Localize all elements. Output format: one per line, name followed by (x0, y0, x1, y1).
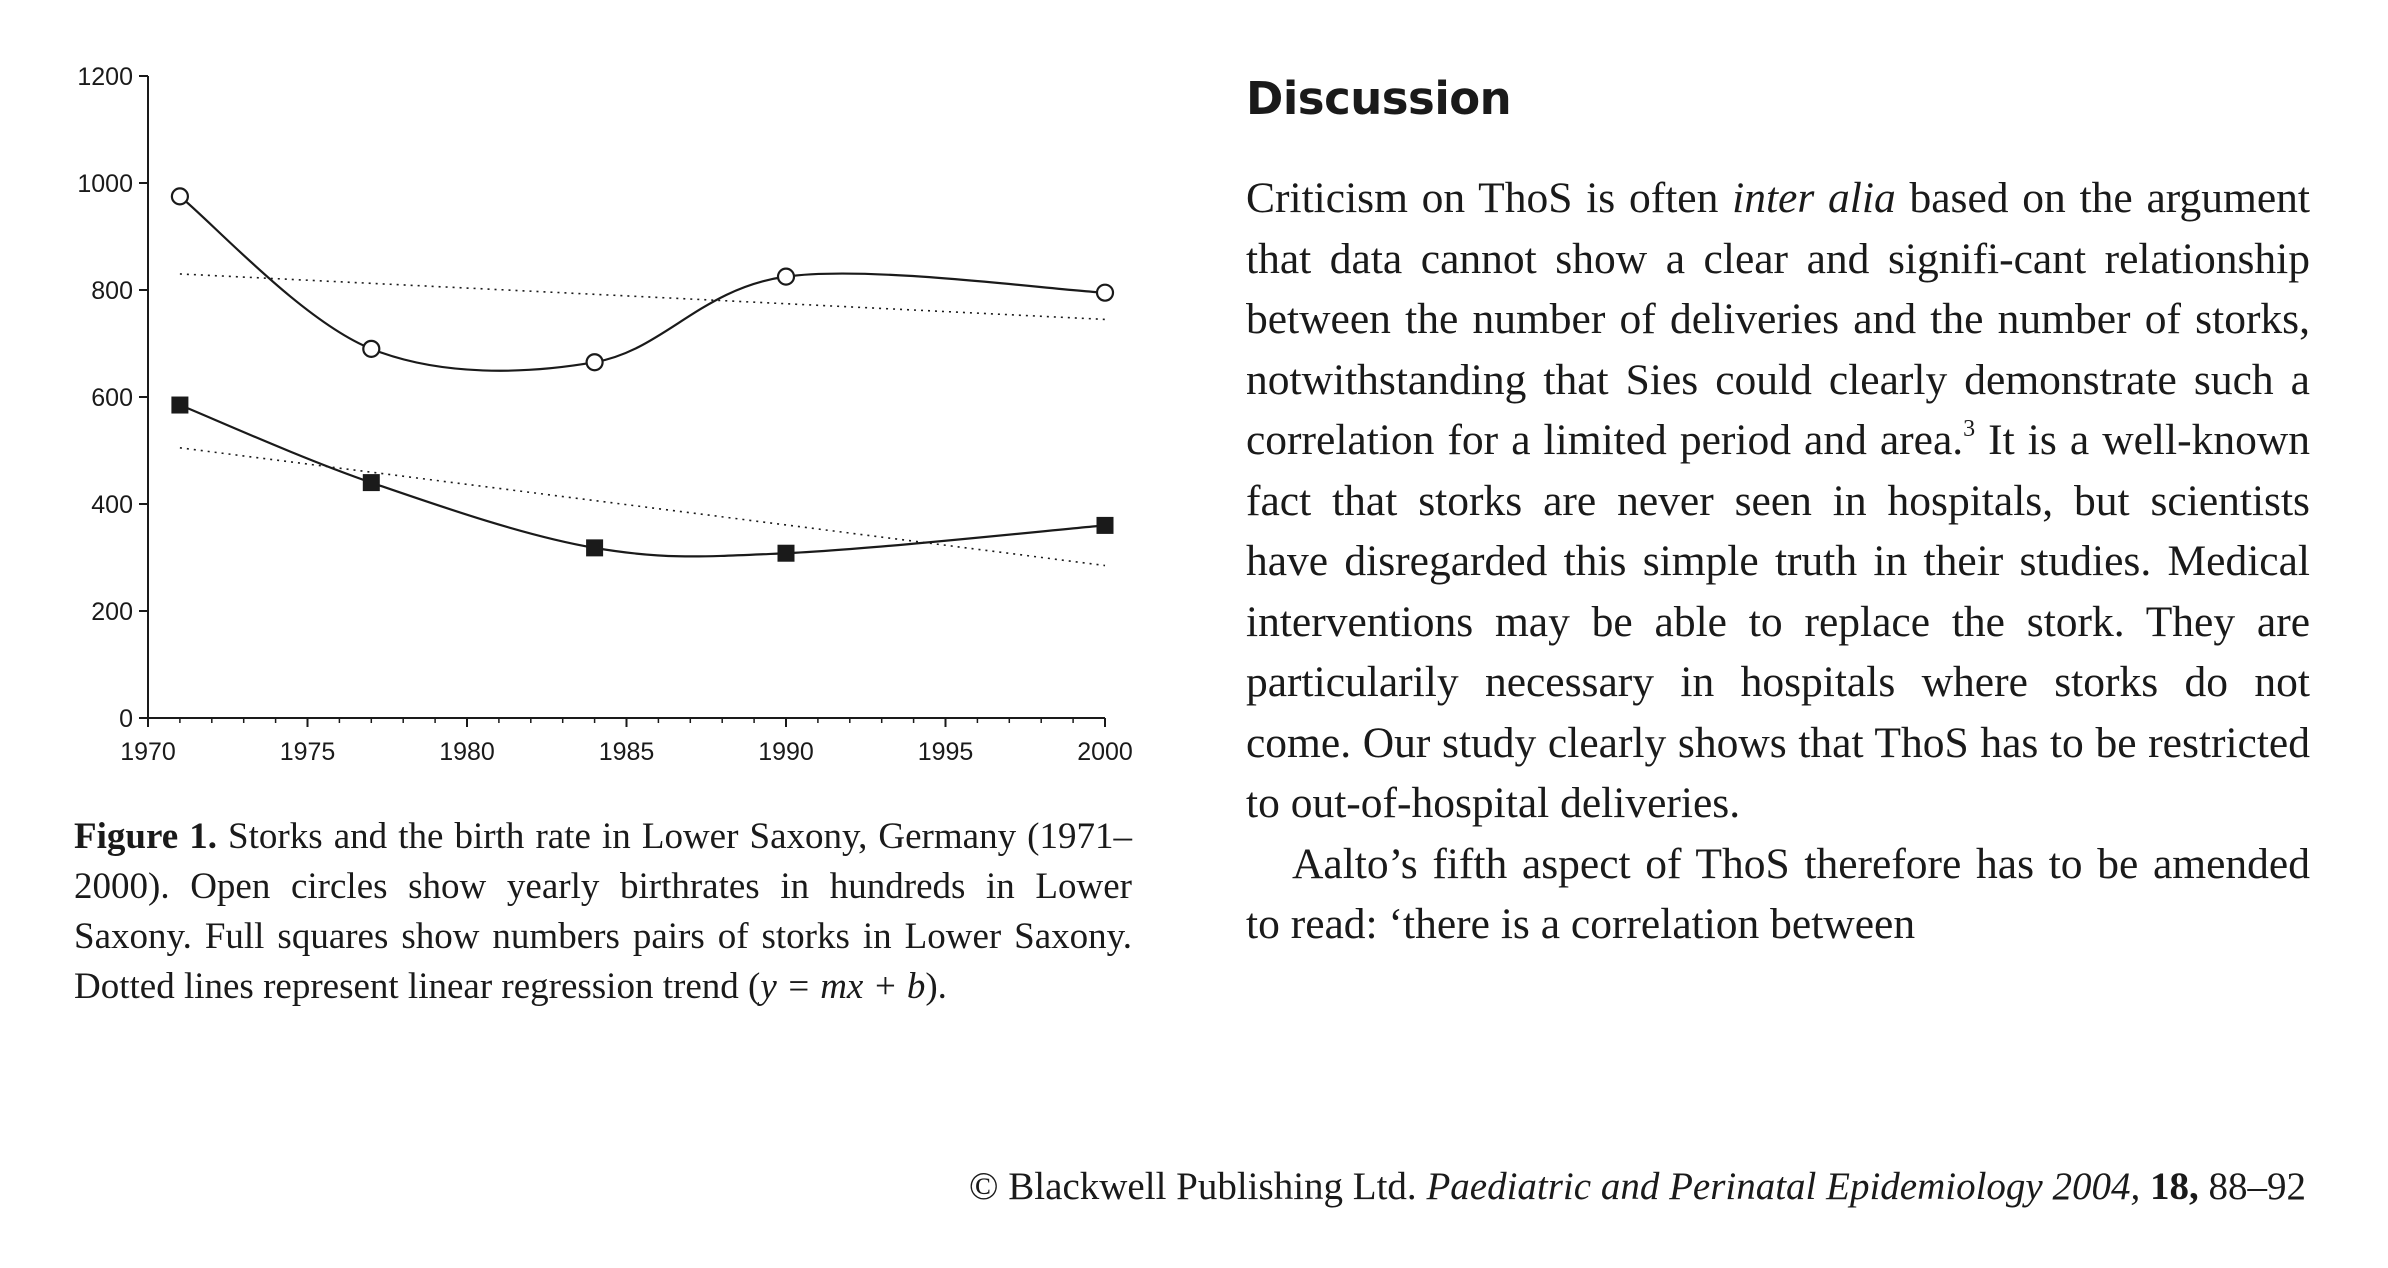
caption-label: Figure 1. (74, 816, 217, 857)
paragraph-1 (1246, 168, 2310, 834)
series-markers (171, 188, 1113, 561)
y-tick-label: 800 (91, 277, 133, 305)
x-tick-label: 1980 (439, 738, 495, 766)
y-tick-label: 200 (91, 598, 133, 626)
p1-italic: inter alia (1732, 174, 1896, 222)
x-tick-label: 1995 (917, 738, 974, 766)
y-tick-label: 0 (119, 705, 133, 733)
figure-chart (60, 40, 1160, 780)
y-tick-label: 400 (91, 491, 133, 519)
y-tick-label: 1000 (77, 170, 133, 198)
p1-text-b: based on the argument that data cannot show a clear and signifi-cant relationship between the number of deliveries and the number of storks, notwithstanding that Sies could clearly demonstrate such a correlation for a limited period and area. (1246, 174, 2310, 464)
citation-superscript: 3 (1963, 416, 1976, 442)
filled-square-point (586, 539, 603, 556)
x-tick-label: 1990 (758, 738, 814, 766)
open-circle-point (1097, 285, 1113, 301)
page-footer (969, 1164, 2306, 1209)
section-heading: Discussion (1246, 72, 1512, 125)
chart-axes (148, 76, 1105, 718)
open-circle-point (587, 354, 603, 370)
trend-line-1 (180, 448, 1105, 566)
open-circle-point (363, 341, 379, 357)
series-curves (180, 196, 1105, 556)
footer-volume: 18, (2140, 1165, 2199, 1208)
series-line-0 (180, 196, 1105, 370)
footer-publisher: © Blackwell Publishing Ltd. (968, 1165, 1427, 1208)
p1-text-a: Criticism on ThoS is often (1246, 174, 1733, 222)
x-tick-label: 1985 (598, 738, 655, 766)
caption-formula: y = mx + b (760, 966, 926, 1007)
caption-text: Storks and the birth rate in Lower Saxony, Germany (1971–2000). Open circles show yearly birthrates in hundreds in Lower Saxony. Full squares show numbers pairs of storks in Lower Saxony. Dotted lines represent linear regression trend ( (74, 816, 1132, 1007)
filled-square-point (363, 474, 380, 491)
footer-pages: 88–92 (2198, 1165, 2306, 1208)
p1-text-c: It is a well-known fact that storks are never seen in hospitals, but scientists have disregarded this simple truth in their studies. Medical interventions may be able to replace the stork. They are particularily necessary in hospitals where storks do not come. Our study clearly shows that ThoS has to be restricted to out-of-hospital deliveries. (1246, 416, 2310, 827)
x-tick-label: 1970 (120, 738, 176, 766)
y-tick-label: 1200 (77, 63, 133, 91)
figure-caption (74, 812, 1132, 1012)
y-tick-label: 600 (91, 384, 133, 412)
x-tick-label: 2000 (1077, 738, 1133, 766)
chart-ticks (77, 63, 1132, 766)
discussion-body (1246, 168, 2310, 955)
filled-square-point (171, 397, 188, 414)
footer-journal: Paediatric and Perinatal Epidemiology 2004, (1426, 1165, 2141, 1208)
open-circle-point (172, 188, 188, 204)
series-line-1 (180, 405, 1105, 556)
paragraph-2: Aalto’s fifth aspect of ThoS therefore has to be amended to read: ‘there is a correlation between (1246, 839, 2310, 948)
open-circle-point (778, 269, 794, 285)
filled-square-point (1097, 517, 1114, 534)
filled-square-point (778, 545, 795, 562)
x-tick-label: 1975 (279, 738, 336, 766)
caption-text-end: ). (925, 966, 947, 1007)
